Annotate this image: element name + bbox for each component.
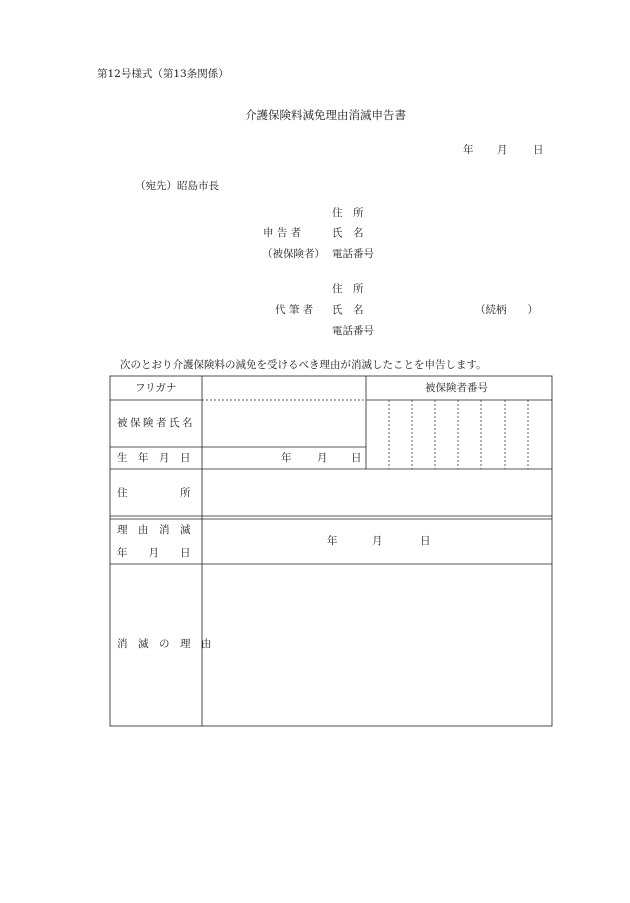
extinction-day-placeholder: 日: [420, 535, 431, 547]
extinction-date-label-line1: 理 由 消 滅: [117, 524, 191, 536]
extinction-date-label-line2: 年 月 日: [117, 547, 191, 559]
proxy-address-label: 住 所: [332, 283, 364, 295]
date-day-label: 日: [533, 144, 544, 156]
applicant-role-label: 申 告 者: [263, 227, 302, 239]
proxy-name-label: 氏 名: [332, 304, 364, 316]
reason-input[interactable]: [203, 565, 551, 725]
address-label: 住 所: [117, 487, 191, 499]
extinction-year-placeholder: 年: [327, 535, 338, 547]
furigana-input[interactable]: [203, 377, 365, 399]
form-title: 介護保険料減免理由消滅申告書: [245, 108, 406, 122]
applicant-name-label: 氏 名: [332, 227, 364, 239]
insured-number-input[interactable]: [367, 401, 551, 468]
proxy-relation-label: （続柄 ）: [475, 304, 538, 316]
addressee: （宛先）昭島市長: [135, 180, 219, 192]
statement-text: 次のとおり介護保険料の減免を受けるべき理由が消滅したことを申告します。: [120, 359, 487, 371]
extinction-date-input[interactable]: [203, 520, 551, 563]
date-year-label: 年: [463, 144, 474, 156]
proxy-role-label: 代 筆 者: [275, 304, 314, 316]
applicant-address-label: 住 所: [332, 207, 364, 219]
furigana-label: フリガナ: [135, 382, 177, 394]
form-number: 第12号様式（第13条関係）: [97, 68, 229, 80]
birth-date-label: 生 年 月 日: [117, 452, 191, 464]
date-month-label: 月: [497, 144, 508, 156]
birth-year-placeholder: 年: [281, 452, 292, 464]
insured-number-label: 被保険者番号: [425, 382, 488, 394]
applicant-phone-label: 電話番号: [332, 248, 374, 260]
extinction-month-placeholder: 月: [372, 535, 383, 547]
birth-month-placeholder: 月: [317, 452, 328, 464]
birth-day-placeholder: 日: [351, 452, 362, 464]
reason-label: 消 滅 の 理 由: [117, 638, 212, 650]
insured-name-label: 被保険者氏名: [117, 417, 195, 429]
insured-name-input[interactable]: [203, 401, 365, 446]
applicant-role-sub-label: （被保険者）: [262, 248, 325, 260]
birth-date-input[interactable]: [203, 448, 365, 468]
proxy-phone-label: 電話番号: [332, 325, 374, 337]
address-input[interactable]: [203, 470, 551, 515]
